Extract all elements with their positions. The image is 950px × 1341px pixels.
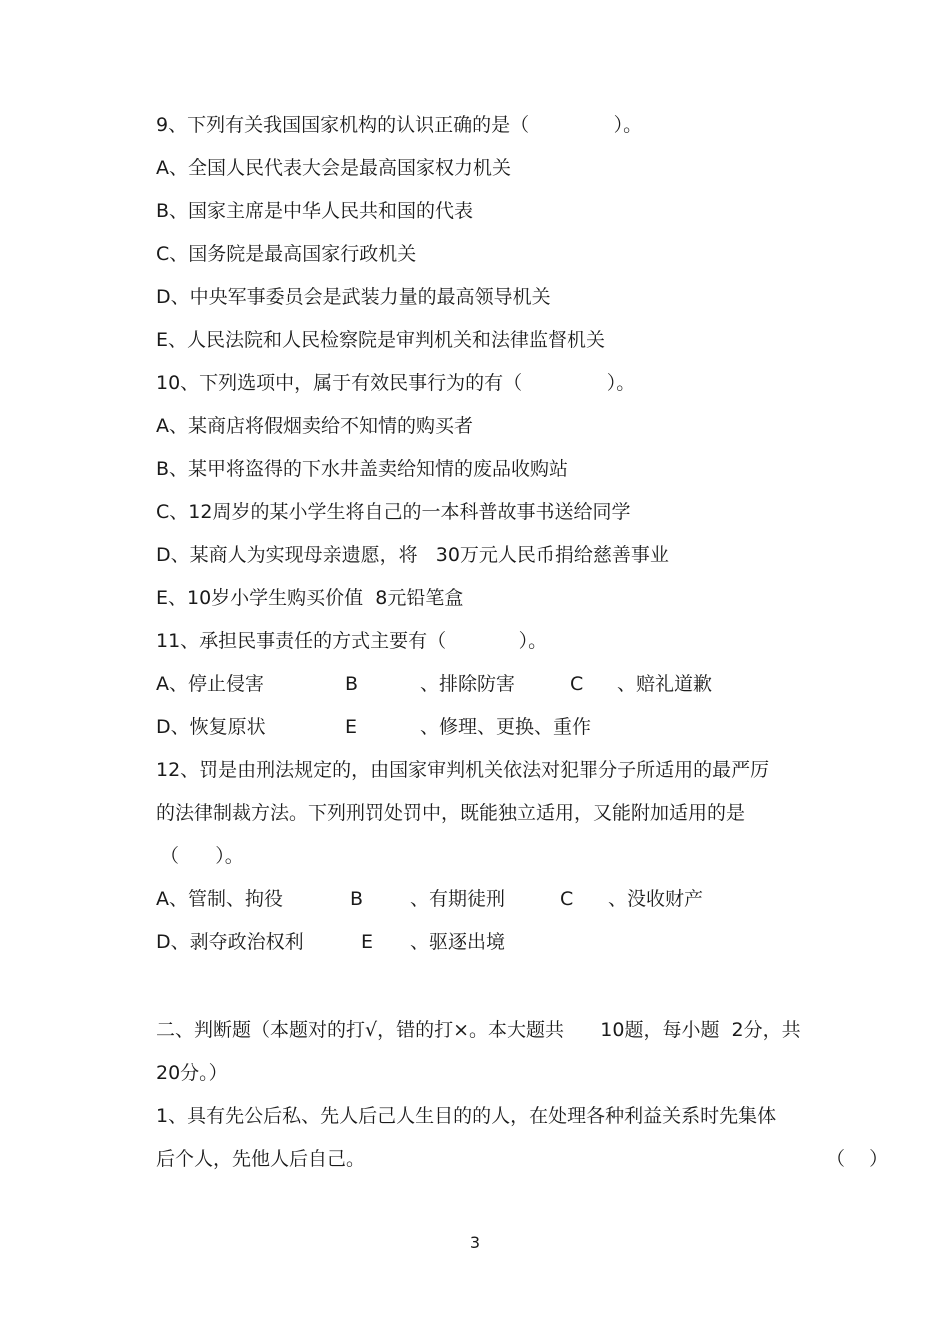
question-11-option-e-text: 、修理、更换、重作	[420, 716, 592, 738]
question-11-option-b-text: 、排除防害	[420, 673, 516, 695]
question-12-option-c-text: 、没收财产	[608, 888, 704, 910]
page-number: 3	[469, 1233, 481, 1252]
question-9-option-e: E、人民法院和人民检察院是审判机关和法律监督机关	[156, 329, 606, 351]
section-2-heading-line-2: 20分。）	[156, 1062, 228, 1084]
question-9-option-c: C、国务院是最高国家行政机关	[156, 243, 417, 265]
question-10-option-a: A、某商店将假烟卖给不知情的购买者	[156, 415, 473, 437]
question-12-option-d: D、剥夺政治权利	[156, 931, 304, 953]
question-10-option-e: E、10岁小学生购买价值 8元铅笔盒	[156, 587, 464, 609]
question-12-option-b-letter: B	[350, 888, 364, 910]
question-12-stem-line-2: 的法律制裁方法。下列刑罚处罚中，既能独立适用，又能附加适用的是	[156, 802, 746, 824]
question-12-stem-line-1: 12、罚是由刑法规定的，由国家审判机关依法对犯罪分子所适用的最严厉	[156, 759, 770, 781]
question-11-option-b-letter: B	[345, 673, 359, 695]
question-11-option-d: D、恢复原状	[156, 716, 266, 738]
question-12-stem-line-3: （ ）。	[160, 845, 244, 867]
question-9-option-d: D、中央军事委员会是武装力量的最高领导机关	[156, 286, 551, 308]
judgment-1-line-1: 1、具有先公后私、先人后己人生目的的人，在处理各种利益关系时先集体	[156, 1105, 777, 1127]
judgment-1-answer-blank[interactable]: （ ）	[826, 1148, 889, 1170]
section-2-heading-line-1: 二、判断题（本题对的打√，错的打×。本大题共 10题，每小题 2分，共	[156, 1019, 801, 1041]
question-10-option-c: C、12周岁的某小学生将自己的一本科普故事书送给同学	[156, 501, 631, 523]
question-12-option-e-letter: E	[361, 931, 374, 953]
question-11-option-c-letter: C	[570, 673, 584, 695]
question-9-option-a: A、全国人民代表大会是最高国家权力机关	[156, 157, 511, 179]
question-11-option-c-text: 、赔礼道歉	[617, 673, 713, 695]
question-11-option-e-letter: E	[345, 716, 358, 738]
question-10-stem: 10、下列选项中，属于有效民事行为的有（ ）。	[156, 372, 636, 394]
question-12-option-a: A、管制、拘役	[156, 888, 283, 910]
question-12-option-c-letter: C	[560, 888, 574, 910]
question-9-stem: 9、下列有关我国国家机构的认识正确的是（ ）。	[156, 114, 643, 136]
question-10-option-b: B、某甲将盗得的下水井盖卖给知情的废品收购站	[156, 458, 569, 480]
question-11-option-a: A、停止侵害	[156, 673, 264, 695]
judgment-1-line-2: 后个人，先他人后自己。	[156, 1148, 366, 1170]
question-10-option-d: D、某商人为实现母亲遗愿，将 30万元人民币捐给慈善事业	[156, 544, 669, 566]
question-12-option-b-text: 、有期徒刑	[410, 888, 506, 910]
question-11-stem: 11、承担民事责任的方式主要有（ ）。	[156, 630, 548, 652]
question-12-option-e-text: 、驱逐出境	[410, 931, 506, 953]
question-9-option-b: B、国家主席是中华人民共和国的代表	[156, 200, 474, 222]
